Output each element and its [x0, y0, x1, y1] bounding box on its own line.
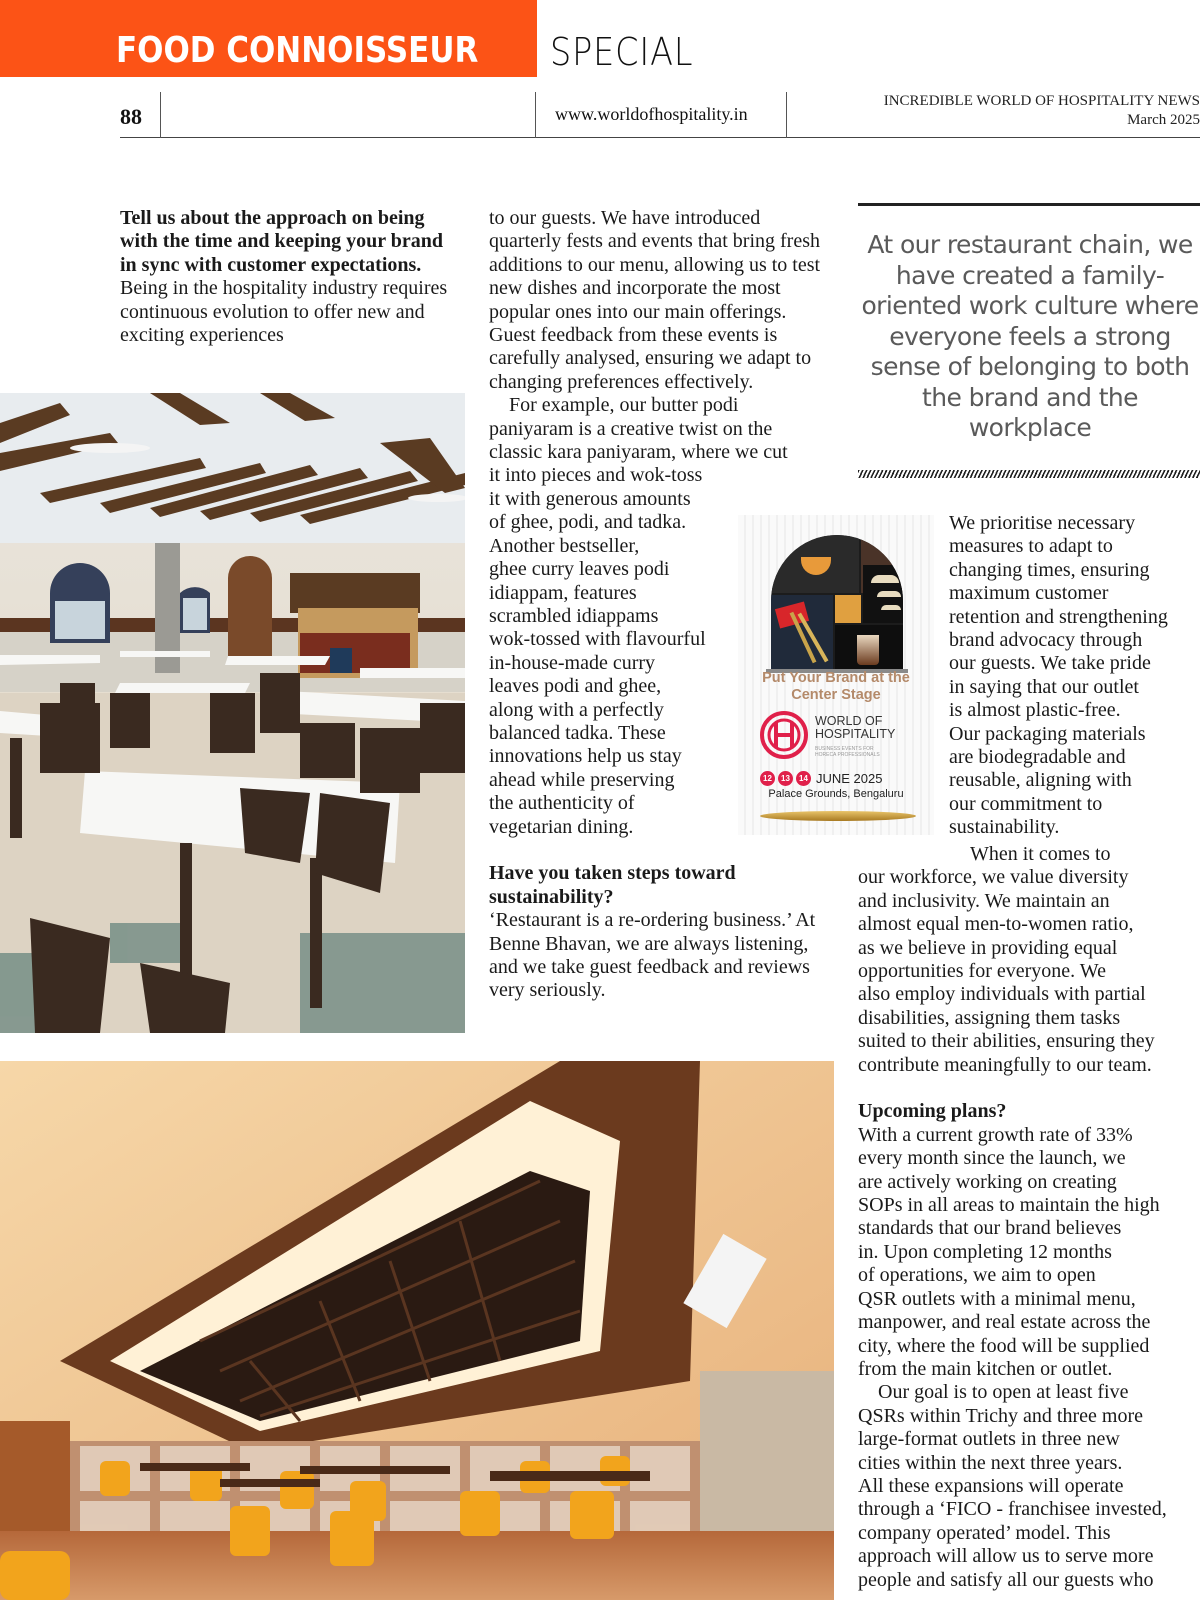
body-line: cities within the next three years.	[858, 1451, 1123, 1474]
body-line: retention and strengthening	[949, 605, 1168, 628]
body-line: in-house-made curry	[489, 651, 656, 674]
body-line: opportunities for everyone. We	[858, 960, 1106, 983]
ad-photo-collage	[771, 535, 903, 669]
section-title: SPECIAL	[550, 30, 694, 74]
body-line: of operations, we aim to open	[858, 1264, 1096, 1287]
restaurant-photo-2	[0, 1061, 834, 1600]
body-line: QSRs within Trichy and three more	[858, 1404, 1143, 1427]
body-line: almost equal men-to-women ratio,	[858, 913, 1134, 936]
cocktail-image	[771, 535, 859, 593]
event-month-year: JUNE 2025	[816, 771, 883, 786]
body-line: reusable, aligning with	[949, 769, 1132, 792]
body-line: For example, our butter podi	[509, 394, 739, 417]
body-paragraph: to our guests. We have introduced quarterly fests and events that bring fresh additions to our menu, allowing us to test new dishes and incorporate the most popular ones into our main offerings. Guest feedback from these events is carefully analysed, ensuring we adapt to changing preferences effectively.	[489, 207, 821, 393]
event-day-badge: 13	[778, 771, 793, 786]
body-line: With a current growth rate of 33%	[858, 1123, 1133, 1146]
page-number: 88	[120, 104, 142, 129]
ad-tagline: Put Your Brand at the Center Stage	[762, 670, 910, 703]
coffee-image	[835, 625, 903, 669]
interview-question: Upcoming plans?	[858, 1100, 1007, 1123]
body-line: people and satisfy all our guests who	[858, 1568, 1154, 1591]
article-column-1	[120, 207, 460, 347]
body-paragraph-lines	[858, 866, 1200, 1077]
event-venue: Palace Grounds, Bengaluru	[768, 788, 904, 800]
interview-answer: Being in the hospitality industry requires continuous evolution to offer new and exciting experiences	[120, 277, 448, 347]
body-line: it into pieces and wok-toss	[489, 464, 703, 487]
body-line: in saying that our outlet	[949, 675, 1139, 698]
divider	[786, 92, 787, 138]
body-line: measures to adapt to	[949, 535, 1113, 558]
body-line: SOPs in all areas to maintain the high	[858, 1194, 1160, 1217]
interview-answer: ‘Restaurant is a re-ordering business.’ At Benne Bhavan, we are always listening, and we take guest feedback and reviews very seriously.	[489, 909, 816, 1002]
body-line: suited to their abilities, ensuring they	[858, 1030, 1155, 1053]
ad-event-dates	[760, 771, 882, 786]
body-line: idiappam, features	[489, 581, 637, 604]
publication-name: INCREDIBLE WORLD OF HOSPITALITY NEWS	[883, 93, 1200, 109]
cutlery-image	[771, 595, 833, 669]
body-line: contribute meaningfully to our team.	[858, 1053, 1152, 1076]
body-line: scrambled idiappams	[489, 604, 659, 627]
body-line: of ghee, podi, and tadka.	[489, 511, 687, 534]
event-day-badge: 12	[760, 771, 775, 786]
body-line: manpower, and real estate across the	[858, 1311, 1151, 1334]
body-line: Another bestseller,	[489, 534, 640, 557]
body-line: We prioritise necessary	[949, 512, 1136, 534]
world-of-hospitality-logo-icon	[760, 711, 808, 759]
body-line: brand advocacy through	[949, 629, 1143, 652]
body-line: it with generous amounts	[489, 487, 691, 510]
publication-info	[884, 92, 1200, 130]
body-line: large-format outlets in three new	[858, 1428, 1120, 1451]
divider	[535, 92, 536, 138]
body-line: maximum customer	[949, 582, 1109, 605]
pull-quote-top-rule	[858, 203, 1200, 206]
restaurant-photo-1	[0, 393, 465, 1033]
body-line: vegetarian dining.	[489, 815, 634, 838]
body-line: approach will allow us to serve more	[858, 1545, 1154, 1568]
body-line: and inclusivity. We maintain an	[858, 889, 1110, 912]
article-column-3	[858, 843, 1200, 1592]
ad-subtitle: BUSINESS EVENTS FOR HORECA PROFESSIONALS	[815, 746, 880, 758]
body-line: standards that our brand believes	[858, 1217, 1122, 1240]
body-line: every month since the launch, we	[858, 1147, 1126, 1170]
interview-question: Tell us about the approach on being with the time and keeping your brand in sync with customer expectations.	[120, 207, 444, 276]
body-line: changing times, ensuring	[949, 558, 1150, 581]
event-day-badge: 14	[796, 771, 811, 786]
pull-quote-hatch-rule	[858, 470, 1200, 478]
body-line: Our packaging materials	[949, 722, 1146, 745]
body-line: ahead while preserving	[489, 768, 675, 791]
body-line: also employ individuals with partial	[858, 983, 1146, 1006]
dining-hall-image	[0, 1061, 834, 1600]
brand-title: FOOD CONNOISSEUR	[116, 30, 479, 71]
body-line: balanced tadka. These	[489, 721, 666, 744]
body-line: leaves podi and ghee,	[489, 675, 662, 698]
ad-brand-name: WORLD OF HOSPITALITY	[815, 714, 896, 741]
body-line: sustainability.	[949, 816, 1060, 839]
body-line: All these expansions will operate	[858, 1474, 1124, 1497]
body-line: innovations help us stay	[489, 745, 682, 768]
body-paragraph-lines	[858, 1381, 1200, 1592]
body-line: When it comes to	[970, 843, 1111, 865]
body-paragraph-lines	[858, 1124, 1200, 1381]
chair-image	[835, 595, 861, 623]
issue-date: March 2025	[1127, 112, 1200, 128]
body-line: city, where the food will be supplied	[858, 1334, 1150, 1357]
body-line: through a ‘FICO - franchisee invested,	[858, 1498, 1167, 1521]
body-line: classic kara paniyaram, where we cut	[489, 441, 788, 464]
body-line: along with a perfectly	[489, 698, 664, 721]
stage-platform-graphic	[760, 811, 916, 821]
body-line: ghee curry leaves podi	[489, 558, 670, 581]
body-line: the authenticity of	[489, 792, 635, 815]
body-line: company operated’ model. This	[858, 1521, 1111, 1544]
body-line: from the main kitchen or outlet.	[858, 1357, 1113, 1380]
event-advertisement[interactable]	[738, 515, 934, 835]
body-line: Our goal is to open at least five	[878, 1381, 1129, 1404]
website-url[interactable]: www.worldofhospitality.in	[555, 104, 748, 124]
article-column-3-top	[949, 512, 1200, 840]
body-line: paniyaram is a creative twist on the	[489, 417, 773, 440]
body-line: QSR outlets with a minimal menu,	[858, 1287, 1136, 1310]
body-line: disabilities, assigning them tasks	[858, 1006, 1121, 1029]
body-line: are biodegradable and	[949, 746, 1126, 769]
pull-quote: At our restaurant chain, we have created a family-oriented work culture where everyone feels a strong sense of belonging to both the brand and the workplace	[861, 230, 1199, 442]
body-line: in. Upon completing 12 months	[858, 1240, 1112, 1263]
body-line: our guests. We take pride	[949, 652, 1151, 675]
interview-question: Have you taken steps toward sustainability?	[489, 862, 736, 908]
body-line: is almost plastic-free.	[949, 699, 1121, 722]
body-line: are actively working on creating	[858, 1170, 1117, 1193]
restaurant-interior-image	[0, 393, 465, 1033]
folio-row	[120, 92, 1200, 138]
lamps-image	[863, 565, 903, 623]
body-line: as we believe in providing equal	[858, 936, 1118, 959]
body-line: wok-tossed with flavourful	[489, 628, 706, 651]
divider	[160, 92, 161, 138]
body-line: our workforce, we value diversity	[858, 866, 1129, 889]
body-line: our commitment to	[949, 792, 1103, 815]
